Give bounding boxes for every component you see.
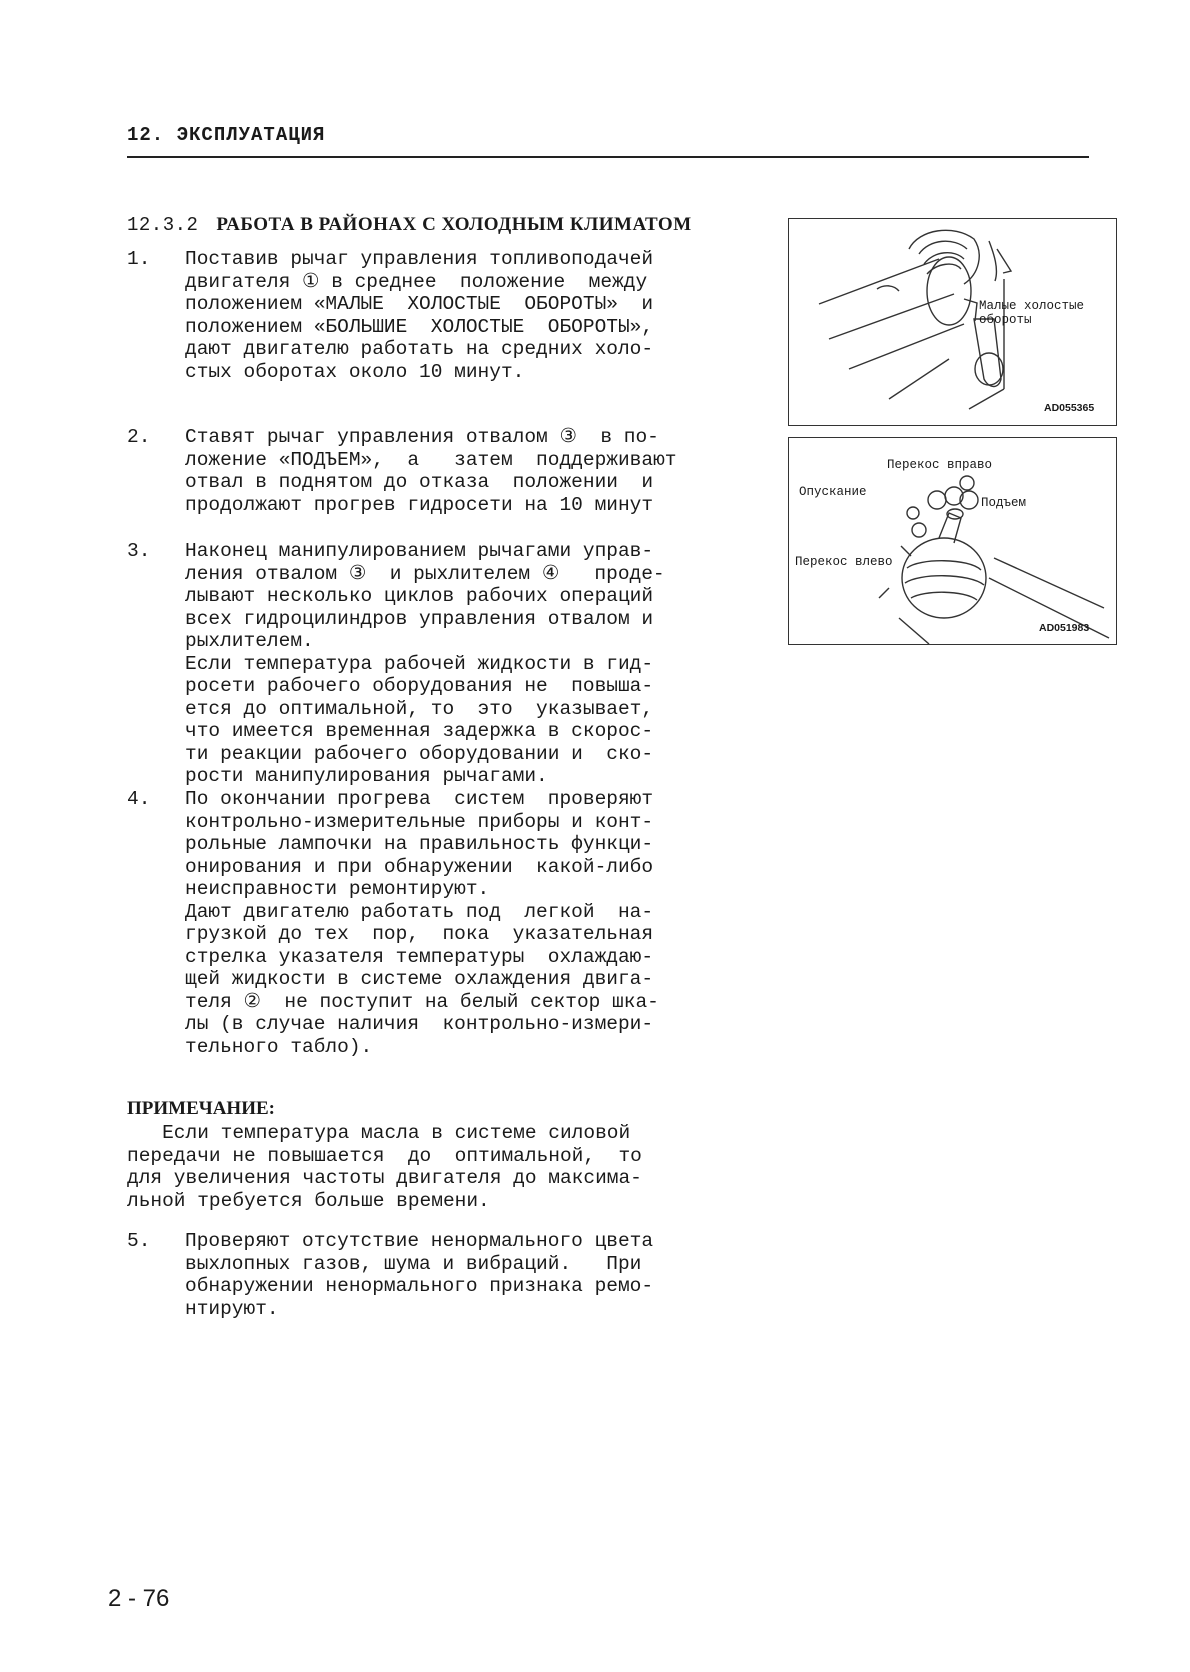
list-item-text: По окончании прогрева систем проверяют контрольно-измерительные приборы и конт- рольные лампочки на правильность функци- онирования и при обнаружении какой-либо неисправности ремонтируют. Дают двигателю работать под легкой на- грузкой до тех пор, пока указательная стрелка указателя температуры охлаждаю- щей жидкости в системе охлаждения двига- теля ② не поступит на белый сектор шка- лы (в случае наличия контрольно-измери- тельного табло). — [185, 788, 659, 1058]
list-item-number: 5. — [127, 1230, 151, 1252]
list-item-text: Проверяют отсутствие ненормального цвета выхлопных газов, шума и вибраций. При обнаружении ненормального признака ремо- нтируют. — [185, 1230, 654, 1320]
fuel-lever-figure — [788, 218, 1117, 426]
page-number: 2 - 76 — [108, 1585, 170, 1612]
page-header: 12. ЭКСПЛУАТАЦИЯ — [127, 124, 326, 146]
list-item-number: 2. — [127, 426, 151, 448]
section-title: РАБОТА В РАЙОНАХ С ХОЛОДНЫМ КЛИМАТОМ — [216, 214, 692, 235]
list-item-text: Наконец манипулированием рычагами управ- ления отвалом ③ и рыхлителем ④ проде- лывают несколько циклов рабочих операций всех гидроцилиндров управления отвалом и рыхлителем. Если температура рабочей жидкости в гид- росети рабочего оборудования не повыша- ется до оптимальной, то это указывает, что имеется временная задержка в скорос- ти реакции рабочего оборудовании и ско- рости манипулирования рычагами. — [185, 540, 665, 787]
right-tilt-label: Перекос вправо — [887, 458, 993, 472]
fuel-lever-label: Малые холостые обороты — [979, 299, 1085, 327]
list-item-number: 1. — [127, 248, 151, 270]
list-item-text: Поставив рычаг управления топливоподачей двигателя ① в среднее положение между положением «МАЛЫЕ ХОЛОСТЫЕ ОБОРОТЫ» и положением «БОЛЬШИЕ ХОЛОСТЫЕ ОБОРОТЫ», дают двигателю работать на средних холо- стых оборотах около 10 минут. — [185, 248, 654, 383]
list-item-text: Ставят рычаг управления отвалом ③ в по- ложение «ПОДЪЕМ», а затем поддерживают отвал в поднятом до отказа положении и продолжают прогрев гидросети на 10 минут — [185, 426, 677, 516]
figure-code: AD051983 — [1039, 622, 1090, 634]
left-tilt-label: Перекос влево — [795, 555, 893, 569]
list-item-number: 3. — [127, 540, 151, 562]
section-number: 12.3.2 — [127, 214, 199, 236]
raise-label: Подъем — [981, 496, 1027, 510]
figure-code: AD055365 — [1044, 402, 1095, 414]
blade-lever-figure — [788, 437, 1117, 645]
section-heading — [127, 214, 692, 236]
lower-label: Опускание — [799, 485, 867, 499]
note-heading: ПРИМЕЧАНИЕ: — [127, 1098, 275, 1119]
header-divider — [127, 156, 1089, 158]
note-text: Если температура масла в системе силовой передачи не повышается до оптимальной, то для увеличения частоты двигателя до максима- льной требуется больше времени. — [127, 1122, 642, 1212]
list-item-number: 4. — [127, 788, 151, 810]
